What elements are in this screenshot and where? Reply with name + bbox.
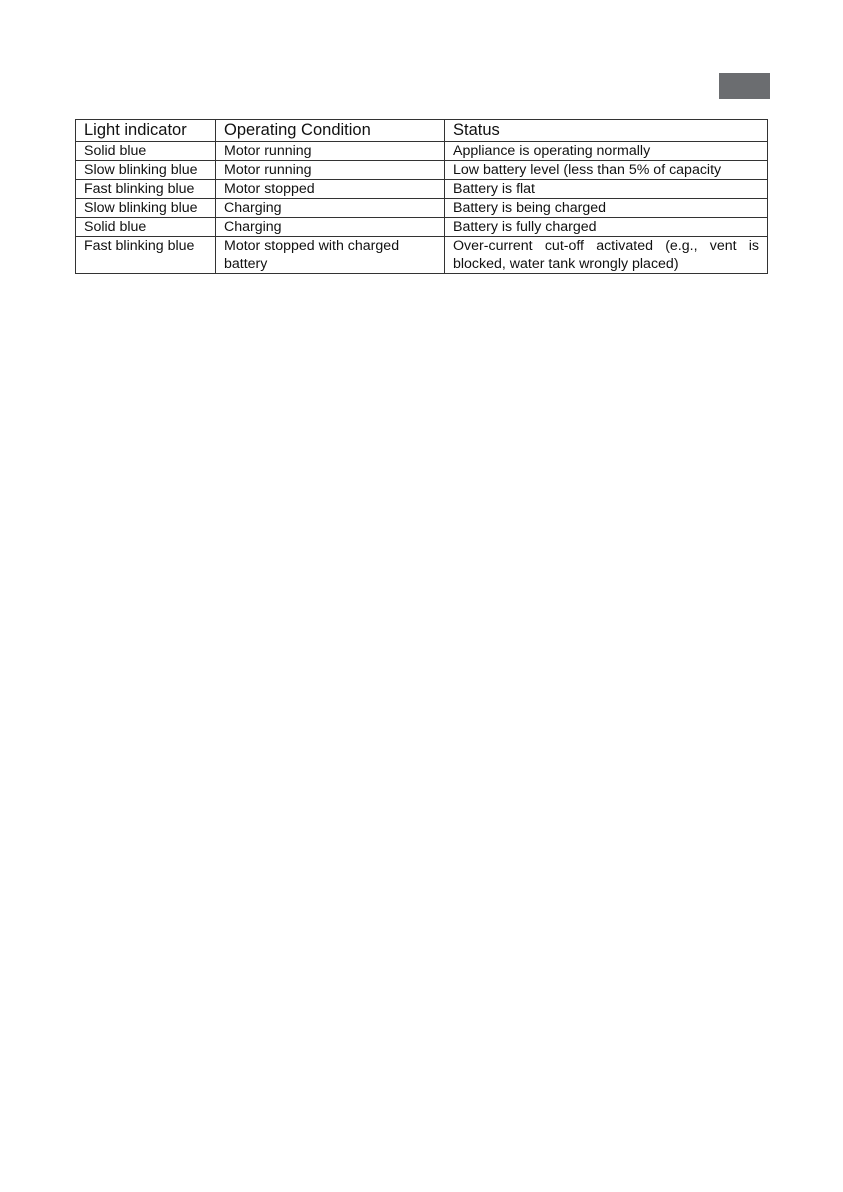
status-cell: Battery is being charged	[445, 199, 768, 218]
operating-condition-cell: Charging	[216, 199, 445, 218]
header-light-indicator: Light indicator	[76, 120, 216, 142]
status-cell: Over-current cut-off activated (e.g., vent is blocked, water tank wrongly placed)	[445, 237, 768, 274]
light-indicator-cell: Fast blinking blue	[76, 237, 216, 274]
table-row	[76, 161, 768, 180]
page-tab-marker	[719, 73, 770, 99]
light-indicator-cell: Solid blue	[76, 218, 216, 237]
table-row	[76, 218, 768, 237]
status-cell: Battery is flat	[445, 180, 768, 199]
table-row	[76, 199, 768, 218]
table-row	[76, 237, 768, 274]
status-cell: Battery is fully charged	[445, 218, 768, 237]
light-indicator-table	[75, 119, 768, 274]
light-indicator-cell: Slow blinking blue	[76, 161, 216, 180]
operating-condition-cell: Charging	[216, 218, 445, 237]
header-operating-condition: Operating Condition	[216, 120, 445, 142]
operating-condition-cell: Motor stopped with charged battery	[216, 237, 445, 274]
table-row	[76, 142, 768, 161]
operating-condition-cell: Motor stopped	[216, 180, 445, 199]
header-status: Status	[445, 120, 768, 142]
light-indicator-cell: Solid blue	[76, 142, 216, 161]
table-row	[76, 180, 768, 199]
operating-condition-cell: Motor running	[216, 142, 445, 161]
table-header-row	[76, 120, 768, 142]
status-cell: Appliance is operating normally	[445, 142, 768, 161]
light-indicator-cell: Fast blinking blue	[76, 180, 216, 199]
status-cell: Low battery level (less than 5% of capacity	[445, 161, 768, 180]
light-indicator-cell: Slow blinking blue	[76, 199, 216, 218]
operating-condition-cell: Motor running	[216, 161, 445, 180]
